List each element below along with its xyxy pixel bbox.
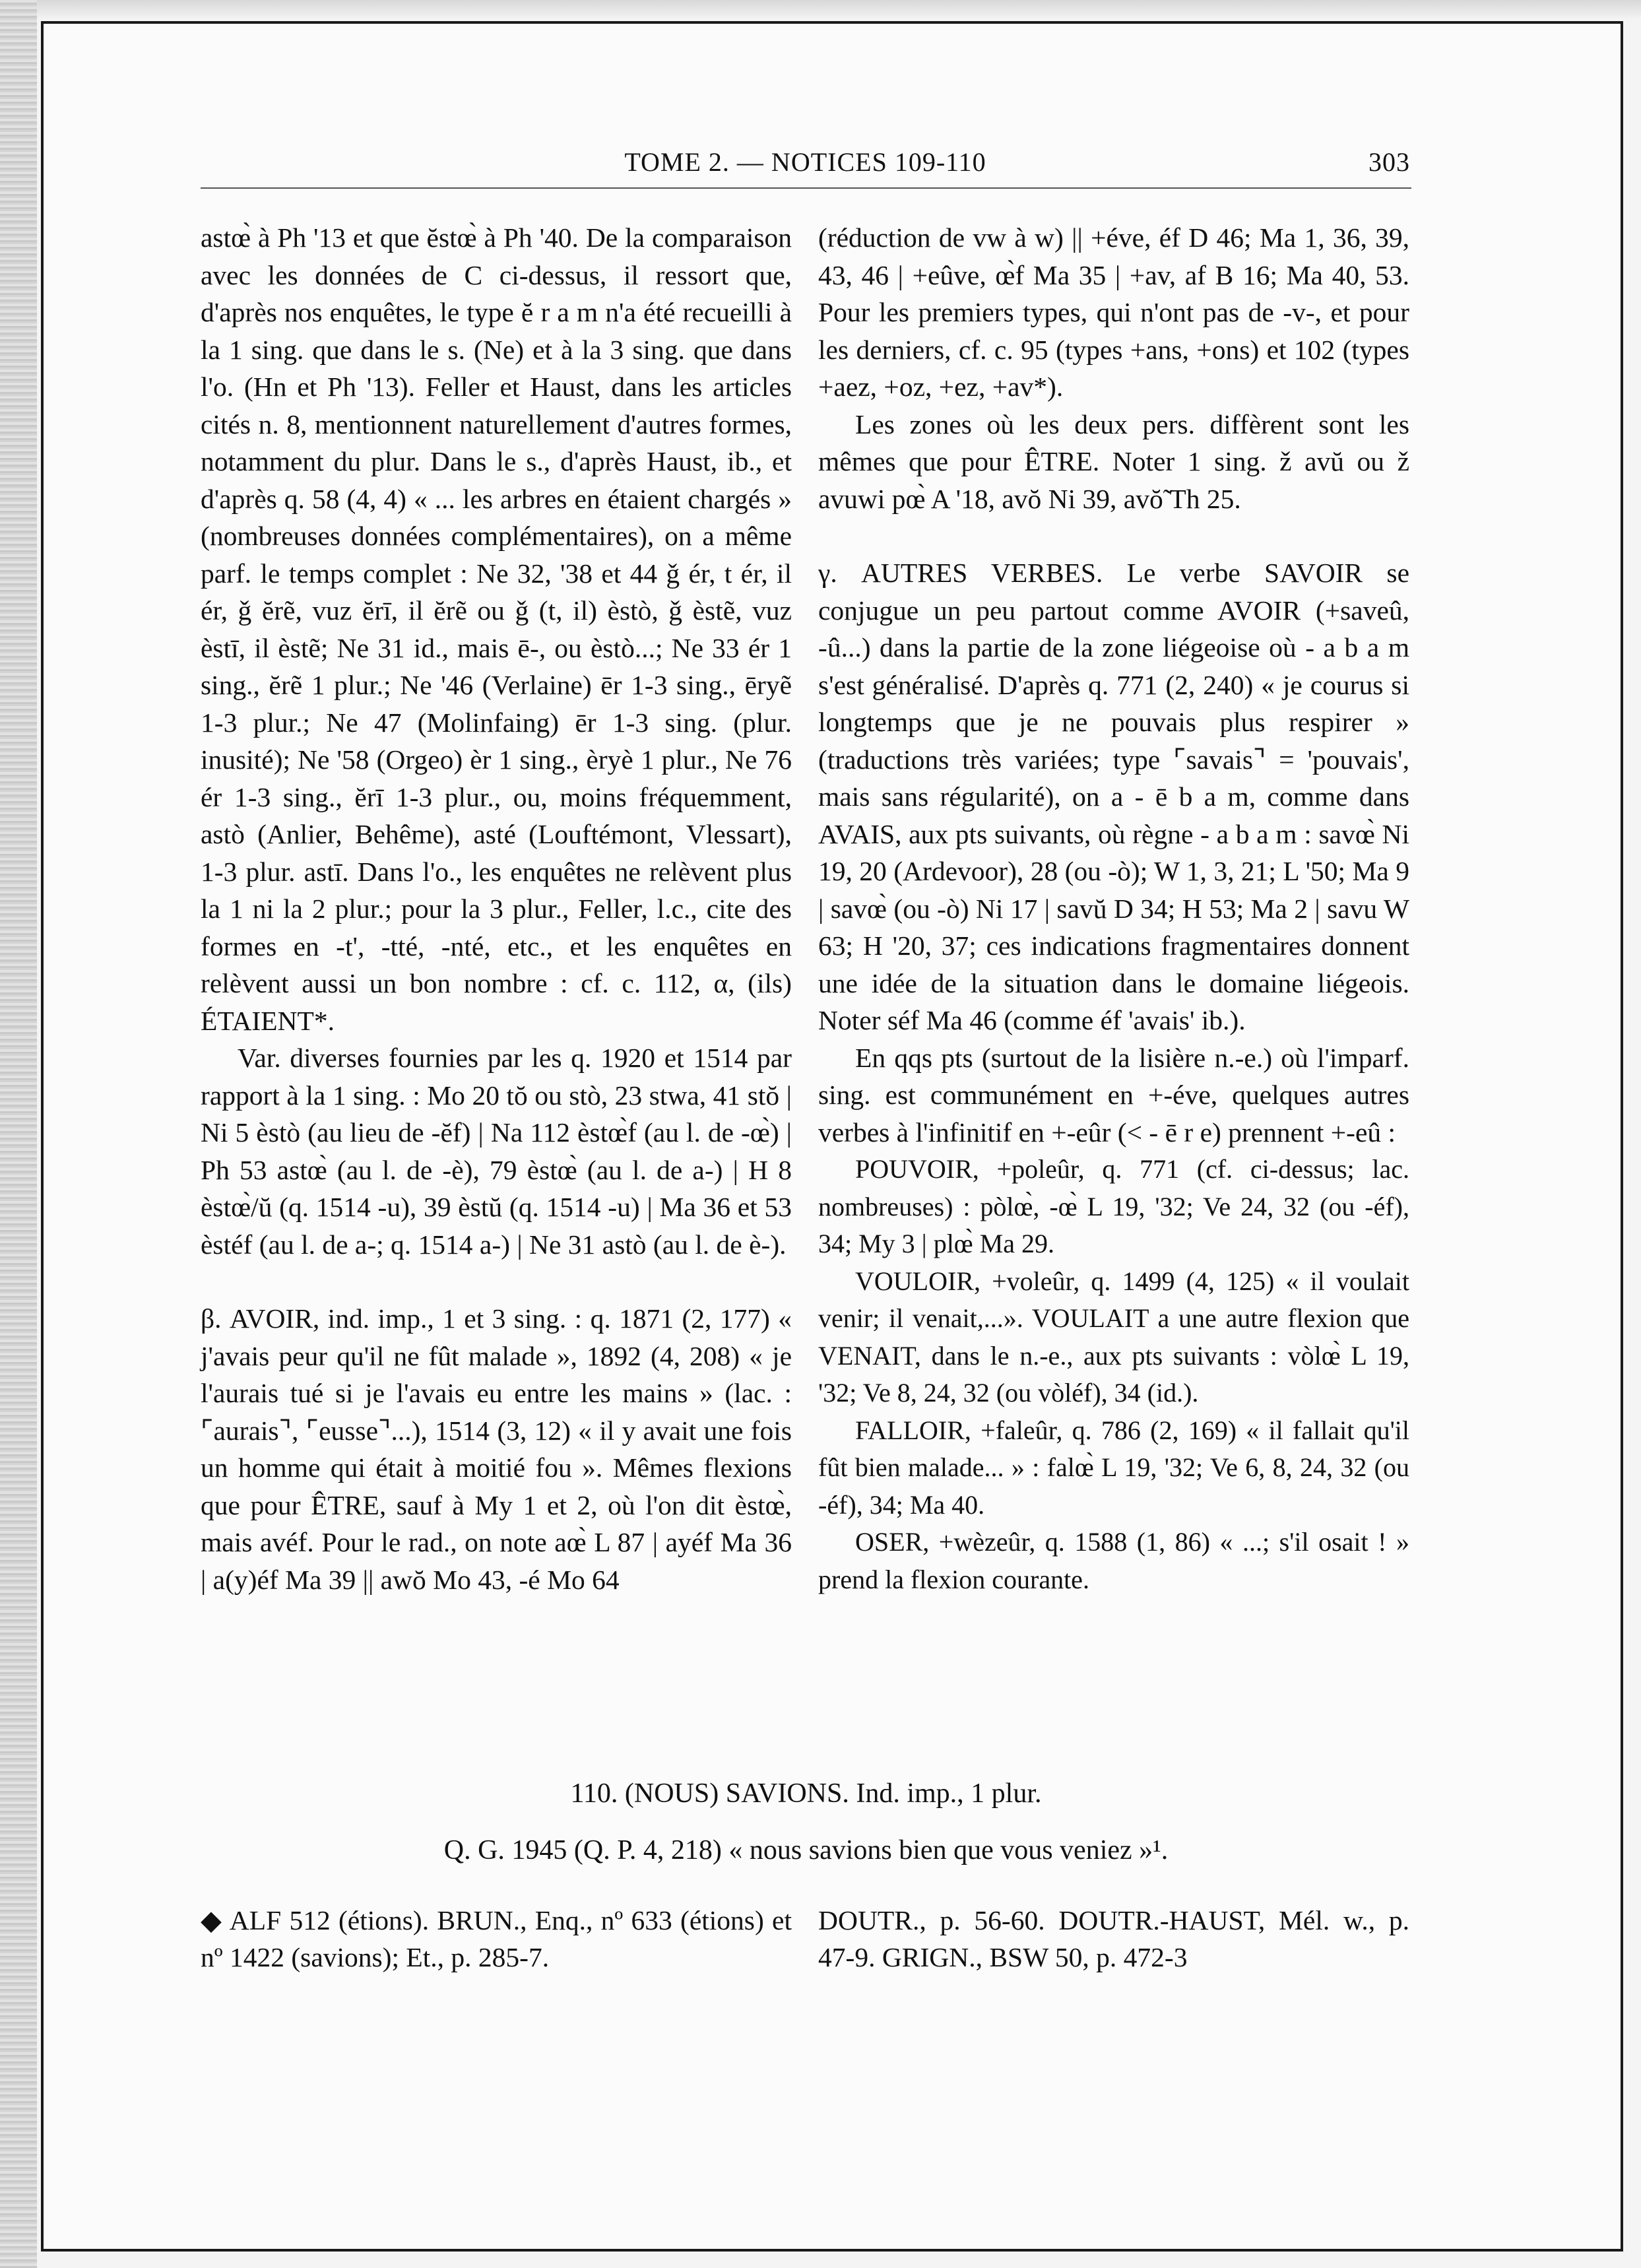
paragraph: OSER, +wèzeûr, q. 1588 (1, 86) « ...; s'il osait ! » prend la flexion courante. — [818, 1527, 1409, 1594]
notice-title: 110. (NOUS) SAVIONS. Ind. imp., 1 plur. — [570, 1778, 1042, 1809]
running-title: TOME 2. — NOTICES 109-110 — [624, 147, 986, 177]
left-column — [201, 219, 792, 1598]
scan-edge-left — [0, 0, 37, 2268]
scan-edge-top — [0, 0, 1641, 20]
header-rule — [201, 187, 1411, 189]
paragraph: γ. AUTRES VERBES. Le verbe SAVOIR se conjugue un peu partout comme AVOIR (+saveû, -û...) dans la partie de la zone liégeoise où - a b a m s'est généralisé. D'après q. 771 (2, 240) « je courus si longtemps que je ne pouvais plus respirer » (traductions très variées; type ⌜savais⌝ = 'pouvais', mais sans régularité), on a - ē b a m, comme dans AVAIS, aux pts suivants, où règne - a b a m : savœ̀ Ni 19, 20 (Ardevoor), 28 (ou -ò); W 1, 3, 21; L '50; Ma 9 | savœ̀ (ou -ò) Ni 17 | savŭ D 34; H 53; Ma 2 | savu W 63; H '20, 37; ces indications fragmentaires donnent une idée de la situation dans le domaine liégeois. Noter séf Ma 46 (comme éf 'avais' ib.). — [818, 558, 1409, 1035]
paragraph: (réduction de vw à w) || +éve, éf D 46; Ma 1, 36, 39, 43, 46 | +eûve, œ̀f Ma 35 | +av, af B 16; Ma 40, 53. Pour les premiers types, qui n'ont pas de -v-, et pour les derniers, cf. c. 95 (types +ans, +ons) et 102 (types +aez, +oz, +ez, +av*). — [818, 222, 1409, 402]
notice-question: Q. G. 1945 (Q. P. 4, 218) « nous savions bien que vous veniez »¹. — [443, 1835, 1169, 1865]
paragraph-gap — [818, 517, 1409, 554]
paragraph: POUVOIR, +poleûr, q. 771 (cf. ci-dessus; lac. nombreuses) : pòlœ̀, -œ̀ L 19, '32; Ve 24, 32 (ou -éf), 34; My 3 | plœ̀ Ma 29. — [818, 1154, 1409, 1258]
paragraph: En qqs pts (surtout de la lisière n.-e.) où l'imparf. sing. est communément en +-éve, quelques autres verbes à l'infinitif en +-eûr (< - ē r e) prennent +-eû : — [818, 1042, 1409, 1148]
paragraph: Les zones où les deux pers. diffèrent sont les mêmes que pour ÊTRE. Noter 1 sing. ž avŭ ou ž avuwi pœ̀ A '18, avŏ Ni 39, avŏ̃ Th 25. — [818, 408, 1409, 514]
paragraph: astœ̀ à Ph '13 et que ĕstœ̀ à Ph '40. De la comparaison avec les données de C ci-dessus, il ressort que, d'après nos enquêtes, le type ĕ r a m n'a été recueilli à la 1 sing. que dans le s. (Ne) et à la 3 sing. que dans l'o. (Hn et Ph '13). Feller et Haust, dans les articles cités n. 8, mentionnent naturellement d'autres formes, notamment du plur. Dans le s., d'après Haust, ib., et d'après q. 58 (4, 4) « ... les arbres en étaient chargés » (nombreuses données complémentaires), on a même parf. le temps complet : Ne 32, '38 et 44 ǧ ér, t ér, il ér, ǧ ĕrẽ, vuz ĕrī, il ĕrẽ ou ǧ (t, il) èstò, ǧ èstẽ, vuz èstī, il èstẽ; Ne 31 id., mais ē-, ou èstò...; Ne 33 ér 1 sing., ĕrẽ 1 plur.; Ne '46 (Verlaine) ēr 1-3 sing., ēryẽ 1-3 plur.; Ne 47 (Molinfaing) ēr 1-3 sing. (plur. inusité); Ne '58 (Orgeo) èr 1 sing., èryè 1 plur., Ne 76 ér 1-3 sing., ĕrī 1-3 plur., ou, moins fréquemment, astò (Anlier, Behême), asté (Louftémont, Vlessart), 1-3 plur. astī. Dans l'o., les enquêtes ne relèvent plus la 1 ni la 2 plur.; pour la 3 plur., Feller, l.c., cite des formes en -t', -tté, -nté, etc., et les enquêtes en relèvent aussi un bon nombre : cf. c. 112, α, (ils) ÉTAIENT*. — [201, 222, 792, 1036]
paragraph: Var. diverses fournies par les q. 1920 et 1514 par rapport à la 1 sing. : Mo 20 tŏ ou stò, 23 stwa, 41 stŏ | Ni 5 èstò (au lieu de -ĕf) | Na 112 èstœ̀f (au l. de -œ̀) | Ph 53 astœ̀ (au l. de -è), 79 èstœ̀ (au l. de a-) | H 8 èstœ̀/ŭ (q. 1514 -u), 39 èstŭ (q. 1514 -u) | Ma 36 et 53 èstéf (au l. de a-; q. 1514 a-) | Ne 31 astò (au l. de è-). — [201, 1043, 792, 1260]
right-column — [818, 219, 1409, 1598]
paragraph: β. AVOIR, ind. imp., 1 et 3 sing. : q. 1871 (2, 177) « j'avais peur qu'il ne fût malade », 1892 (4, 208) « je l'aurais tué si je l'avais eu entre les mains » (lac. : ⌜aurais⌝, ⌜eusse⌝...), 1514 (3, 12) « il y avait une fois un homme qui était à moitié fou ». Mêmes flexions que pour ÊTRE, sauf à My 1 et 2, où l'on dit èstœ̀, mais avéf. Pour le rad., on note aœ̀ L 87 | ayéf Ma 36 | a(y)éf Ma 39 || awŏ Mo 43, -é Mo 64 — [201, 1303, 792, 1595]
paragraph-gap — [201, 1263, 792, 1300]
paragraph: VOULOIR, +voleûr, q. 1499 (4, 125) « il voulait venir; il venait,...». VOULAIT a une autre flexion que VENAIT, dans le n.-e., aux pts suivants : vòlœ̀ L 19, '32; Ve 8, 24, 32 (ou vòléf), 34 (id.). — [818, 1266, 1409, 1408]
bibliography-right: DOUTR., p. 56-60. DOUTR.-HAUST, Mél. w., p. 47-9. GRIGN., BSW 50, p. 472-3 — [818, 1905, 1409, 1972]
page-number: 303 — [1368, 147, 1410, 177]
paragraph: FALLOIR, +faleûr, q. 786 (2, 169) « il fallait qu'il fût bien malade... » : falœ̀ L 19, '32; Ve 6, 8, 24, 32 (ou -éf), 34; Ma 40. — [818, 1415, 1409, 1520]
bibliography-left: ◆ ALF 512 (étions). BRUN., Enq., nº 633 (étions) et nº 1422 (savions); Et., p. 285-7. — [201, 1905, 792, 1972]
page-header — [201, 146, 1410, 186]
